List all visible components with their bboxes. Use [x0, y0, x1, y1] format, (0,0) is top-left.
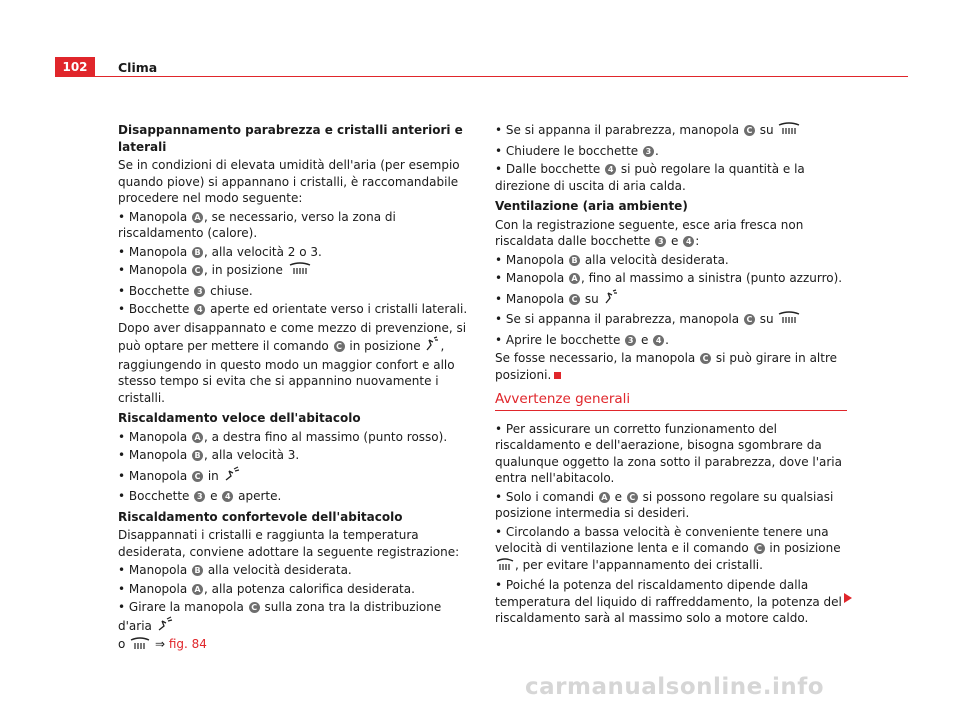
- vent-4-badge: 4: [222, 491, 233, 502]
- red-end-square-icon: [554, 372, 561, 379]
- header-rule: [55, 76, 908, 77]
- control-c-badge: C: [192, 471, 203, 482]
- footwell-airflow-icon: [223, 466, 241, 487]
- vent-3-badge: 3: [194, 286, 205, 297]
- list-item: • Poiché la potenza del riscaldamento dipende dalla temperatura del liquido di raffreddamento, la potenza del riscaldamento sarà al massimo solo a motore caldo.: [495, 578, 842, 625]
- vent-3-badge: 3: [643, 146, 654, 157]
- list-item: • Dalle bocchette 4 si può regolare la quantità e la direzione di uscita di aria calda.: [495, 162, 805, 193]
- defrost-windscreen-icon: [287, 262, 313, 281]
- list-item: • Manopola A , se necessario, verso la zona di riscaldamento (calore).: [118, 209, 396, 240]
- control-a-badge: A: [192, 584, 203, 595]
- list-item: • Girare la manopola C sulla zona tra la distribuzione d'aria o ⇒ fig. 84: [118, 599, 470, 655]
- figure-link[interactable]: fig. 84: [168, 637, 207, 651]
- watermark: carmanualsonline.info: [525, 674, 825, 700]
- control-a-badge: A: [192, 432, 203, 443]
- footwell-airflow-icon: [603, 289, 619, 310]
- defrost-windscreen-icon: [129, 637, 151, 655]
- heading-ventilation: Ventilazione (aria ambiente): [495, 199, 688, 213]
- control-c-badge: C: [744, 314, 755, 325]
- control-a-badge: A: [569, 273, 580, 284]
- footwell-airflow-icon: [156, 616, 174, 637]
- vent-3-badge: 3: [625, 335, 636, 346]
- chapter-title: Clima: [118, 60, 158, 75]
- list-item: • Bocchette 3 chiuse.: [118, 283, 253, 298]
- heading-fast-heating: Riscaldamento veloce dell'abitacolo: [118, 411, 361, 425]
- section-title-general-notes: Avvertenze generali: [495, 391, 847, 411]
- list-item: • Manopola A , a destra fino al massimo (punto rosso).: [118, 429, 448, 444]
- control-c-badge: C: [700, 353, 711, 364]
- list-item: • Se si appanna il parabrezza, manopola C su: [495, 311, 847, 330]
- defrost-windscreen-icon: [495, 558, 515, 576]
- list-item: • Manopola A , fino al massimo a sinistra (punto azzurro).: [495, 271, 843, 285]
- list-item: • Bocchette 3 e 4 aperte.: [118, 489, 282, 503]
- paragraph: Con la registrazione seguente, esce aria fresca non riscaldata dalle bocchette 3 e 4 :: [495, 217, 804, 248]
- list-item: • Per assicurare un corretto funzionamento del riscaldamento e dell'aerazione, bisogna sgombrare da qualunque oggetto la zona sotto il parabrezza, dove l'aria entra nell'abitacolo.: [495, 421, 842, 485]
- vent-4-badge: 4: [683, 236, 694, 247]
- paragraph: Se in condizioni di elevata umidità dell'aria (per esempio quando piove) si appannano i cristalli, è raccomandabile procedere nel modo seguente:: [118, 158, 460, 205]
- paragraph: Se fosse necessario, la manopola C si può girare in altre posizioni.: [495, 351, 838, 382]
- page-number: 102: [55, 57, 95, 77]
- control-c-badge: C: [569, 294, 580, 305]
- list-item: • Aprire le bocchette 3 e 4 .: [495, 332, 669, 347]
- list-item: • Solo i comandi A e C si possono regolare su qualsiasi posizione intermedia si desideri.: [495, 489, 834, 520]
- paragraph: Dopo aver disappannato e come mezzo di prevenzione, si può optare per mettere il comando C in posizione , raggiungendo in questo modo un maggior confort e allo stesso tempo si evita che si appannino nuovamente i cristalli.: [118, 320, 467, 405]
- list-item: • Circolando a bassa velocità è conveniente tenere una velocità di ventilazione lenta e il comando C in posizione , per evitare l'appannamento dei cristalli.: [495, 524, 847, 576]
- list-item: • Manopola C , in posizione: [118, 262, 470, 281]
- defrost-windscreen-icon: [777, 122, 801, 141]
- vent-4-badge: 4: [653, 335, 664, 346]
- control-c-badge: C: [744, 125, 755, 136]
- heading-comfort-heating: Riscaldamento confortevole dell'abitacolo: [118, 509, 403, 524]
- control-b-badge: B: [192, 450, 203, 461]
- list-item: • Manopola B , alla velocità 2 o 3.: [118, 244, 322, 259]
- paragraph: Disappannati i cristalli e raggiunta la temperatura desiderata, conviene adottare la seguente registrazione:: [118, 528, 460, 559]
- list-item: • Manopola C in: [118, 466, 470, 487]
- left-column: [118, 122, 470, 657]
- control-c-badge: C: [754, 543, 765, 554]
- footwell-airflow-icon: [424, 336, 440, 357]
- control-b-badge: B: [192, 247, 203, 258]
- control-c-badge: C: [249, 602, 260, 613]
- control-c-badge: C: [334, 341, 345, 352]
- list-item: • Manopola C su: [495, 289, 847, 310]
- control-c-badge: C: [192, 265, 203, 276]
- list-item: • Manopola B , alla velocità 3.: [118, 448, 300, 462]
- defrost-windscreen-icon: [777, 311, 801, 330]
- list-item: • Chiudere le bocchette 3 .: [495, 143, 659, 158]
- list-item: • Manopola B alla velocità desiderata.: [118, 563, 352, 577]
- list-item: • Se si appanna il parabrezza, manopola C su: [495, 122, 847, 141]
- control-b-badge: B: [569, 255, 580, 266]
- heading-defog: Disappannamento parabrezza e cristalli anteriori e laterali: [118, 123, 463, 154]
- vent-4-badge: 4: [194, 304, 205, 315]
- control-a-badge: A: [192, 212, 203, 223]
- control-b-badge: B: [192, 565, 203, 576]
- next-page-arrow-icon: [844, 593, 852, 603]
- vent-4-badge: 4: [605, 164, 616, 175]
- vent-3-badge: 3: [194, 491, 205, 502]
- vent-3-badge: 3: [655, 236, 666, 247]
- control-c-badge: C: [627, 492, 638, 503]
- list-item: • Manopola B alla velocità desiderata.: [495, 252, 729, 267]
- list-item: • Bocchette 4 aperte ed orientate verso i cristalli laterali.: [118, 302, 468, 316]
- control-a-badge: A: [599, 492, 610, 503]
- right-column: [495, 122, 847, 629]
- list-item: • Manopola A , alla potenza calorifica desiderata.: [118, 581, 415, 596]
